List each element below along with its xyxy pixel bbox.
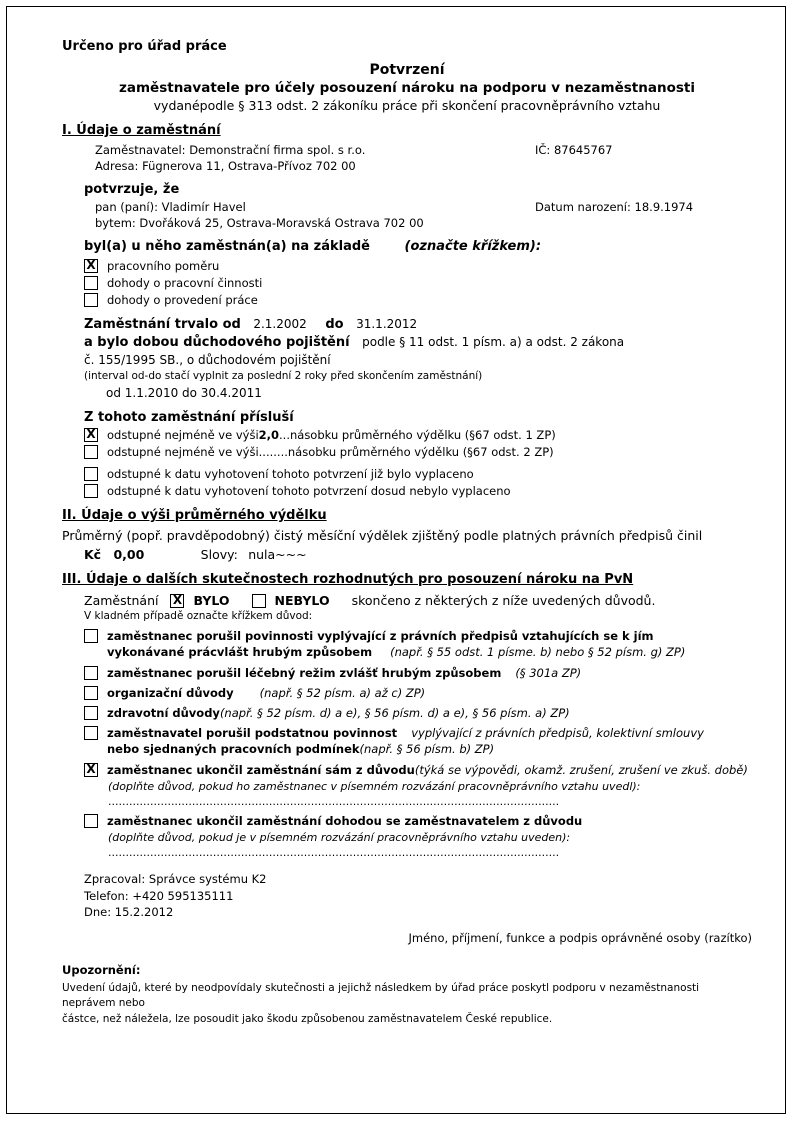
reason-2-bold-1: organizační důvody: [107, 686, 234, 701]
title-block: [62, 62, 752, 113]
duration-row: [84, 317, 752, 332]
interval-value: od 1.1.2010 do 30.4.2011: [106, 386, 262, 400]
employer-block: [95, 143, 752, 173]
basis-title-row: [84, 239, 752, 254]
severance-option-1-text: [107, 445, 554, 459]
option-bylo-label: BYLO: [193, 593, 230, 608]
pension-row-1: [84, 335, 752, 350]
signature-label: Jméno, příjmení, funkce a podpis oprávněné osoby (razítko): [408, 931, 752, 946]
reason-6-bold-1: zaměstnanec ukončil zaměstnání dohodou se zaměstnavatelem z důvodu: [107, 814, 583, 829]
reason-5-text: [107, 763, 748, 777]
employer-ico: IČ: 87645767: [535, 143, 613, 157]
reason-0[interactable]: [84, 629, 752, 660]
duration-from: 2.1.2002: [253, 317, 307, 331]
section-3-subnote: V kladném případě označte křížkem důvod:: [84, 610, 313, 622]
processed-by: Zpracoval: Správce systému K2: [84, 872, 267, 887]
checkbox-icon[interactable]: [252, 594, 266, 608]
payment-option-1[interactable]: [84, 484, 752, 498]
checkbox-icon[interactable]: [84, 763, 98, 777]
reason-4[interactable]: [84, 726, 752, 757]
notice-line-2: částce, než náležela, lze posoudit jako škodu způsobenou zaměstnavatelem České republice.: [62, 1012, 553, 1025]
person-block: [95, 200, 752, 230]
reason-6-note: (doplňte důvod, pokud je v písemném rozvázání pracovněprávního vztahu uveden):: [108, 831, 571, 845]
employment-ended-row: [84, 593, 752, 608]
reason-0-bold-2: vykonávané prácvlášt hrubým způsobem: [107, 644, 373, 659]
basis-title: byl(a) u něho zaměstnán(a) na základě: [84, 239, 370, 254]
checkbox-icon[interactable]: [84, 445, 98, 459]
document-legal-reference: vydanépodle § 313 odst. 2 zákoníku práce při skončení pracovněprávního vztahu: [153, 98, 661, 113]
basis-hint: (označte křížkem):: [404, 239, 542, 254]
checkbox-icon[interactable]: [84, 706, 98, 720]
footer-meta: [84, 871, 752, 921]
document-title: Potvrzení: [369, 62, 445, 78]
reason-5-note: (doplňte důvod, pokud ho zaměstnanec v písemném rozvázání pracovněprávního vztahu uvedl):: [108, 780, 641, 794]
option-nebylo-label: NEBYLO: [274, 593, 330, 608]
reason-3-text: [107, 706, 570, 720]
severance-option-0-value: 2,0: [258, 428, 280, 442]
reason-2-italic: (např. § 52 písm. a) až c) ZP): [259, 686, 426, 701]
employment-label: Zaměstnání: [84, 593, 159, 608]
duration-to-label: do: [325, 317, 344, 332]
payment-option-0-label: odstupné k datu vyhotovení tohoto potvrzení již bylo vyplaceno: [107, 467, 474, 481]
reason-1[interactable]: [84, 666, 752, 680]
checkbox-icon[interactable]: [84, 814, 98, 828]
reason-5[interactable]: [84, 763, 752, 777]
reason-1-bold-1: zaměstnanec porušil léčebný režim zvlášť hrubým způsobem: [107, 666, 502, 681]
reason-3-italic: (např. § 52 písm. d) a e), § 56 písm. d) a e), § 56 písm. a) ZP): [219, 706, 570, 721]
document-page: [6, 6, 786, 1114]
reason-0-text: [107, 629, 685, 660]
employer-address: Adresa: Fügnerova 11, Ostrava-Přívoz 702 00: [95, 159, 356, 173]
reason-4-italic: vyplývající z právních předpisů, kolektivní smlouvy: [411, 726, 704, 741]
section-1-heading: I. Údaje o zaměstnání: [62, 123, 221, 138]
payment-options: [84, 467, 752, 498]
duration-prefix: Zaměstnání trvalo od: [84, 317, 241, 332]
document-date: Dne: 15.2.2012: [84, 905, 174, 920]
reason-3-bold-1: zdravotní důvody: [107, 706, 220, 721]
basis-options: [84, 259, 752, 307]
interval-note: (interval od-do stačí vyplnit za poslední 2 roky před skončením zaměstnání): [84, 370, 483, 382]
severance-option-1[interactable]: [84, 445, 752, 459]
employer-row: [95, 143, 752, 157]
reason-4-italic-2: (např. § 56 písm. b) ZP): [359, 741, 495, 756]
severance-option-0-post: ...násobku průměrného výdělku (§67 odst. 1 ZP): [279, 428, 556, 442]
reason-5-dots[interactable]: .................................................................................................................................: [108, 795, 560, 809]
checkbox-icon[interactable]: [84, 484, 98, 498]
reason-5-bold-1: zaměstnanec ukončil zaměstnání sám z důvodu: [107, 763, 415, 778]
basis-option-0[interactable]: [84, 259, 752, 273]
section-3-heading: III. Údaje o dalších skutečnostech rozhodnutých pro posouzení nároku na PvN: [62, 572, 634, 587]
reason-5-italic: (týká se výpovědi, okamž. zrušení, zrušení ve zkuš. době): [414, 763, 748, 778]
document-body: [62, 39, 752, 1027]
basis-option-1-label: dohody o pracovní činnosti: [107, 276, 263, 290]
payment-option-0[interactable]: [84, 467, 752, 481]
employer-name: Zaměstnavatel: Demonstrační firma spol. s r.o.: [95, 143, 366, 157]
person-row: [95, 200, 752, 214]
document-subtitle: zaměstnavatele pro účely posouzení nároku na podporu v nezaměstnanosti: [119, 80, 695, 96]
reason-1-italic: (§ 301a ZP): [515, 666, 582, 681]
reason-0-bold-1: zaměstnanec porušil povinnosti vyplývající z právních předpisů vztahujících se k jím: [107, 629, 654, 643]
basis-option-1[interactable]: [84, 276, 752, 290]
reason-6[interactable]: [84, 814, 752, 828]
employment-end-text: skončeno z některých z níže uvedených důvodů.: [351, 593, 656, 608]
checkbox-icon[interactable]: [84, 276, 98, 290]
reason-2-text: [107, 686, 425, 700]
checkbox-icon[interactable]: [84, 629, 98, 643]
checkbox-icon[interactable]: [84, 259, 98, 273]
payment-option-1-label: odstupné k datu vyhotovení tohoto potvrzení dosud nebylo vyplaceno: [107, 484, 511, 498]
checkbox-icon[interactable]: [84, 293, 98, 307]
checkbox-icon[interactable]: [170, 594, 184, 608]
pension-text-1-rest: podle § 11 odst. 1 písm. a) a odst. 2 zákona: [362, 335, 625, 349]
severance-option-0-pre: odstupné nejméně ve výši: [107, 428, 259, 442]
currency-value: 0,00: [113, 547, 145, 562]
section-2-text: Průměrný (popř. pravděpodobný) čistý měsíční výdělek zjištěný podle platných právních předpisů činil: [62, 528, 703, 543]
checkbox-icon[interactable]: [84, 428, 98, 442]
severance-title: Z tohoto zaměstnání přísluší: [84, 410, 294, 425]
person-residence: bytem: Dvořáková 25, Ostrava-Moravská Ostrava 702 00: [95, 216, 424, 230]
pension-row-2: č. 155/1995 SB., o důchodovém pojištění: [84, 353, 331, 367]
reason-3[interactable]: [84, 706, 752, 720]
severance-option-1-pre: odstupné nejméně ve výši: [107, 445, 259, 459]
reason-4-bold-2: nebo sjednaných pracovních podmínek: [107, 741, 360, 756]
basis-option-2-label: dohody o provedení práce: [107, 293, 258, 307]
currency-label: Kč: [84, 547, 102, 562]
section-2-heading: II. Údaje o výši průměrného výdělku: [62, 508, 327, 523]
severance-option-0[interactable]: [84, 428, 752, 442]
phone: Telefon: +420 595135111: [84, 888, 234, 903]
notice-line-1: Uvedení údajů, které by neodpovídaly skutečnosti a jejichž následkem by úřad práce poskytl podporu v nezaměstnanosti neprávem nebo: [62, 982, 700, 1010]
words-label: Slovy:: [200, 547, 238, 562]
average-earnings-row: [84, 547, 752, 562]
duration-to: 31.1.2012: [356, 317, 418, 331]
reason-1-text: [107, 666, 581, 680]
reason-4-text: [107, 726, 704, 757]
reason-0-italic: (např. § 55 odst. 1 písme. b) nebo § 52 písm. g) ZP): [390, 644, 686, 659]
words-value: nula~~~: [248, 547, 307, 562]
duration-block: [84, 317, 752, 400]
notice-text: [62, 981, 752, 1027]
reason-list: [84, 629, 752, 859]
confirms-label: potvrzuje, že: [84, 182, 180, 197]
checkbox-icon[interactable]: [84, 726, 98, 740]
section-3-employment-row: [84, 593, 752, 622]
pension-text-1: a bylo dobou důchodového pojištění: [84, 335, 350, 350]
destination-heading: Určeno pro úřad práce: [62, 39, 227, 54]
severance-options: [84, 428, 752, 459]
person-birthdate: Datum narození: 18.9.1974: [535, 200, 694, 214]
basis-option-2[interactable]: [84, 293, 752, 307]
severance-option-1-post: ........násobku průměrného výdělku (§67 odst. 2 ZP): [258, 445, 554, 459]
reason-6-text: [107, 814, 582, 828]
checkbox-icon[interactable]: [84, 666, 98, 680]
reason-2[interactable]: [84, 686, 752, 700]
checkbox-icon[interactable]: [84, 686, 98, 700]
basis-option-0-label: pracovního poměru: [107, 259, 220, 273]
person-name: pan (paní): Vladimír Havel: [95, 200, 246, 214]
severance-option-0-text: [107, 428, 556, 442]
reason-4-bold-1: zaměstnavatel porušil podstatnou povinnost: [107, 726, 398, 741]
reason-6-dots[interactable]: .................................................................................................................................: [108, 846, 560, 860]
checkbox-icon[interactable]: [84, 467, 98, 481]
notice-title: Upozornění:: [62, 963, 141, 978]
